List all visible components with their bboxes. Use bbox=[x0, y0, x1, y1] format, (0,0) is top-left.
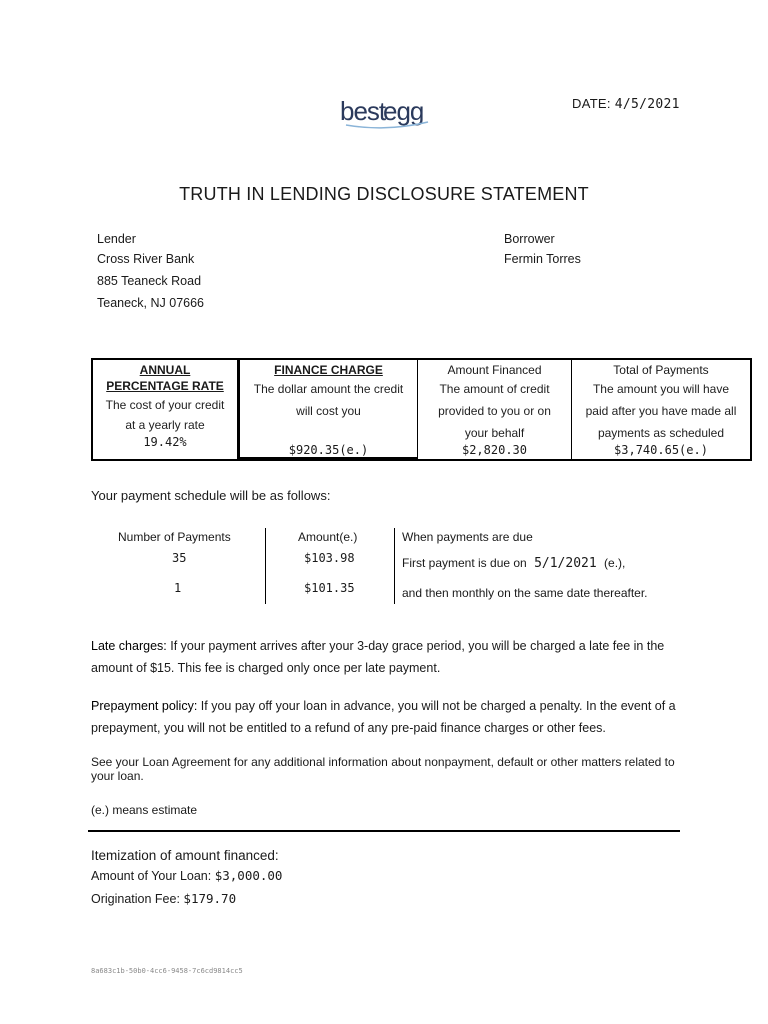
schedule-divider-2 bbox=[394, 528, 395, 604]
amount-financed-desc-1: The amount of credit bbox=[439, 382, 550, 396]
amount-financed-heading: Amount Financed bbox=[447, 363, 542, 377]
loan-amount-label: Amount of Your Loan: bbox=[91, 869, 212, 883]
apr-heading-1: ANNUAL bbox=[139, 363, 191, 377]
first-payment-text bbox=[402, 556, 625, 571]
prepayment-text: If you pay off your loan in advance, you will not be charged a penalty. In the event of a prepayment, you will not be entitled to a refund of any pre-paid finance charges or other fees. bbox=[91, 699, 676, 735]
apr-heading-2: PERCENTAGE RATE bbox=[106, 379, 224, 393]
row-2-amount: $101.35 bbox=[304, 581, 355, 595]
row-2-number: 1 bbox=[174, 581, 182, 595]
total-payments-value: $3,740.65(e.) bbox=[614, 443, 708, 457]
first-payment-suffix: (e.), bbox=[604, 556, 626, 570]
first-payment-prefix: First payment is due on bbox=[402, 556, 527, 570]
origination-fee-line bbox=[91, 891, 236, 906]
date-value: 4/5/2021 bbox=[614, 97, 680, 112]
borrower-block bbox=[504, 230, 581, 270]
late-charges-text: If your payment arrives after your 3-day grace period, you will be charged a late fee in the amount of $15. This fee is charged only once per late payment. bbox=[91, 639, 665, 675]
lender-city: Teaneck, NJ 07666 bbox=[97, 296, 205, 310]
schedule-intro: Your payment schedule will be as follows: bbox=[91, 488, 331, 503]
row-1-amount: $103.98 bbox=[304, 551, 355, 565]
statement-date bbox=[572, 96, 680, 112]
finance-charge-cell bbox=[240, 360, 418, 459]
borrower-heading: Borrower bbox=[504, 232, 555, 246]
col-when-due: When payments are due bbox=[402, 530, 533, 544]
finance-charge-desc-2: will cost you bbox=[296, 404, 361, 418]
monthly-payment-text: and then monthly on the same date thereafter. bbox=[402, 586, 648, 600]
first-payment-date: 5/1/2021 bbox=[534, 556, 597, 571]
document-title: TRUTH IN LENDING DISCLOSURE STATEMENT bbox=[179, 184, 589, 204]
loan-amount-value: $3,000.00 bbox=[214, 868, 283, 883]
lender-street: 885 Teaneck Road bbox=[97, 274, 202, 288]
late-charges-paragraph bbox=[91, 635, 681, 679]
total-payments-heading: Total of Payments bbox=[613, 363, 709, 377]
origination-fee-label: Origination Fee: bbox=[91, 892, 180, 906]
total-payments-cell bbox=[572, 360, 750, 459]
amount-financed-value: $2,820.30 bbox=[461, 443, 528, 457]
origination-fee-value: $179.70 bbox=[183, 891, 237, 906]
schedule-divider-1 bbox=[265, 528, 266, 604]
lender-heading: Lender bbox=[97, 232, 136, 246]
finance-charge-value: $920.35(e.) bbox=[288, 443, 369, 457]
amount-financed-desc-2: provided to you or on bbox=[438, 404, 551, 418]
prepayment-label: Prepayment policy: bbox=[91, 699, 198, 713]
apr-value: 19.42% bbox=[143, 435, 187, 449]
payment-schedule bbox=[100, 524, 680, 606]
itemization-title: Itemization of amount financed: bbox=[91, 848, 279, 863]
finance-charge-desc-1: The dollar amount the credit bbox=[253, 382, 404, 396]
late-charges-label: Late charges: bbox=[91, 639, 167, 653]
finance-charge-heading: FINANCE CHARGE bbox=[274, 363, 383, 377]
logo-text-egg: egg bbox=[383, 96, 424, 126]
logo-text-best: best bbox=[340, 96, 386, 126]
lender-block bbox=[97, 230, 204, 314]
total-payments-desc-1: The amount you will have bbox=[592, 382, 730, 396]
total-payments-desc-3: payments as scheduled bbox=[597, 426, 725, 440]
apr-cell bbox=[93, 360, 240, 459]
apr-desc-2: at a yearly rate bbox=[125, 418, 205, 432]
best-egg-logo bbox=[338, 92, 433, 132]
loan-amount-line bbox=[91, 868, 282, 883]
lender-name: Cross River Bank bbox=[97, 252, 195, 266]
total-payments-desc-2: paid after you have made all bbox=[585, 404, 737, 418]
apr-desc-1: The cost of your credit bbox=[105, 398, 225, 412]
loan-agreement-note: See your Loan Agreement for any additional information about nonpayment, default or other matters related to your loan. bbox=[91, 755, 675, 783]
row-1-number: 35 bbox=[172, 551, 187, 565]
amount-financed-cell bbox=[418, 360, 572, 459]
disclosure-table bbox=[91, 358, 752, 461]
col-number-of-payments: Number of Payments bbox=[118, 530, 231, 544]
borrower-name: Fermin Torres bbox=[504, 252, 581, 266]
document-id: 8a683c1b-50b0-4cc6-9458-7c6cd9814cc5 bbox=[91, 967, 243, 975]
col-amount: Amount(e.) bbox=[298, 530, 358, 544]
section-divider bbox=[88, 830, 680, 832]
finance-charge-bottom-rule bbox=[237, 457, 417, 460]
date-label: DATE: bbox=[572, 96, 611, 111]
amount-financed-desc-3: your behalf bbox=[464, 426, 525, 440]
prepayment-paragraph bbox=[91, 695, 681, 739]
estimate-note: (e.) means estimate bbox=[91, 803, 198, 817]
